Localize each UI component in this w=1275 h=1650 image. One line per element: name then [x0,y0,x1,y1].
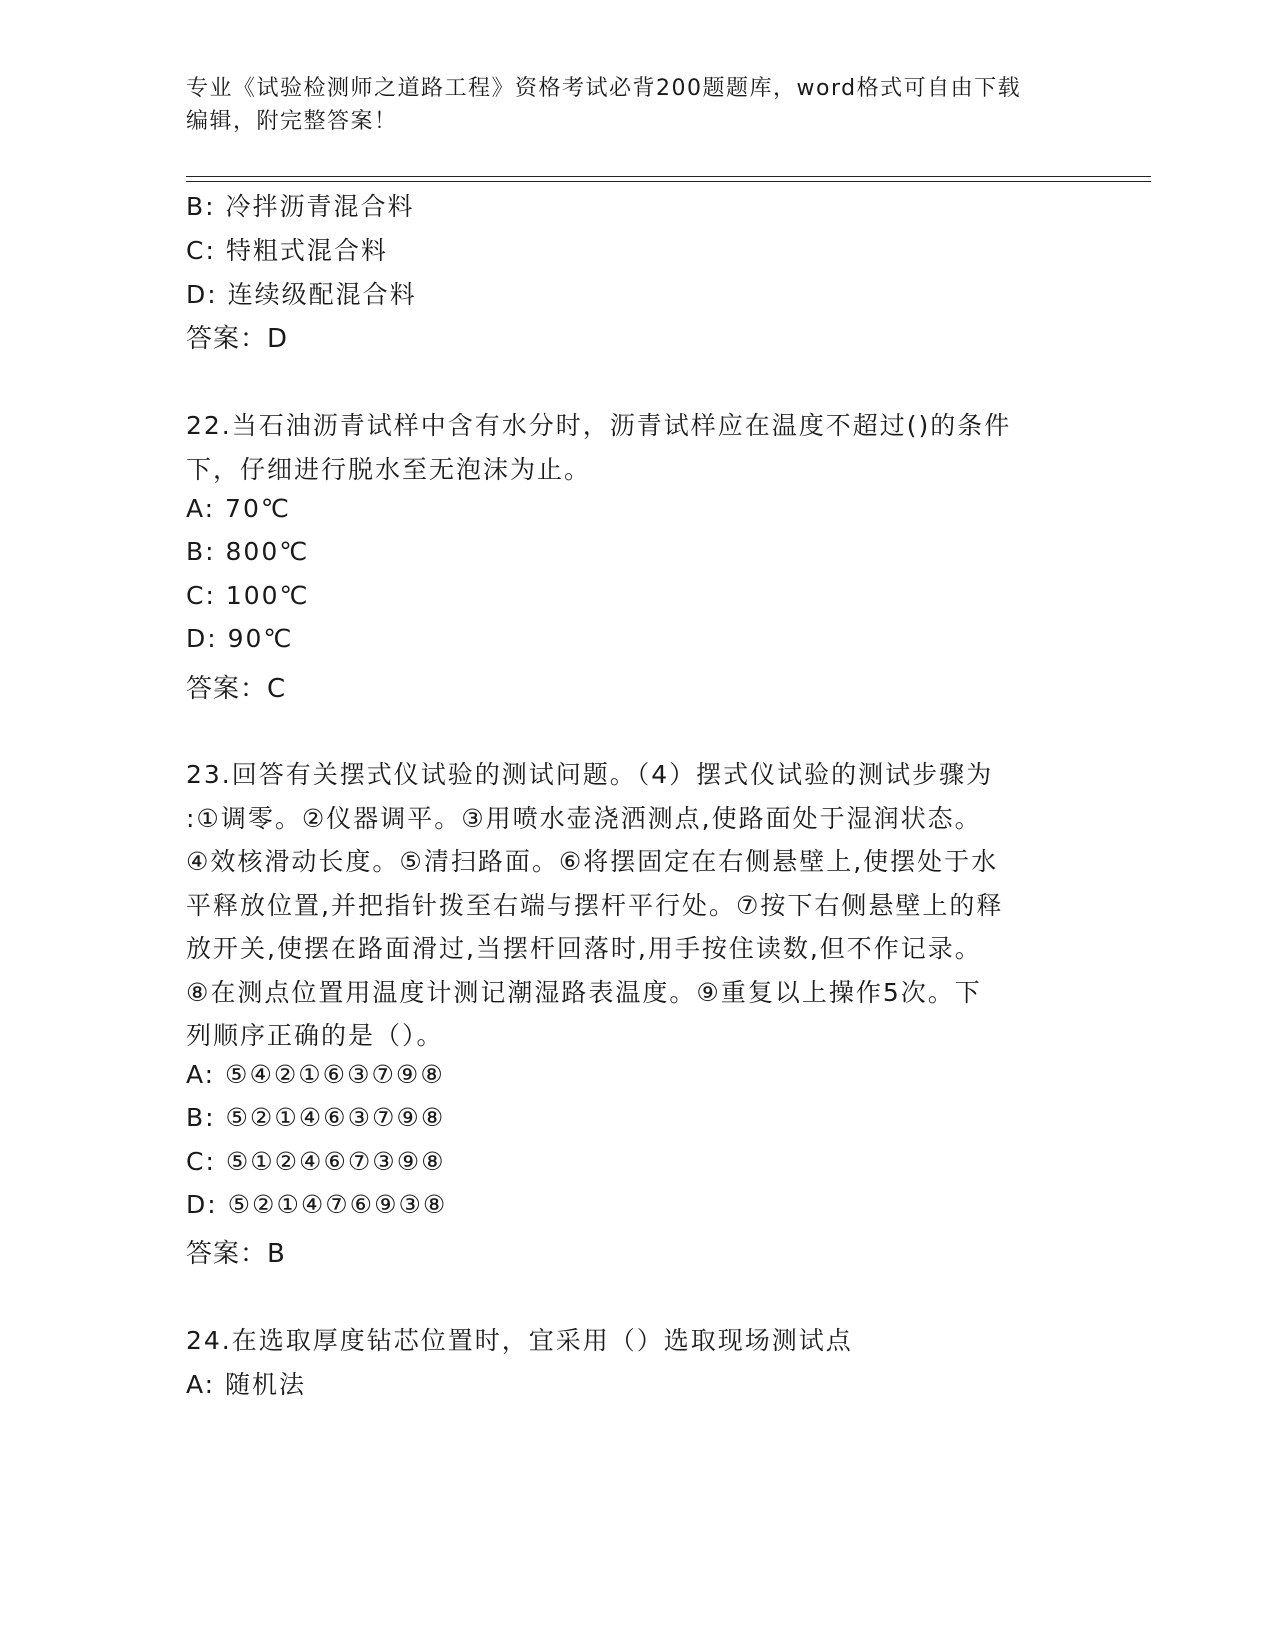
header-line-1: 专业《试验检测师之道路工程》资格考试必背200题题库，word格式可自由下载 [186,76,1022,101]
q24-option-a: A: 随机法 [186,1370,307,1399]
q21-option-d: D: 连续级配混合料 [186,280,417,309]
q22-option-c: C: 100℃ [186,581,310,610]
q21-option-b: B: 冷拌沥青混合料 [186,192,415,221]
q23-option-b: B: ⑤②①④⑥③⑦⑨⑧ [186,1103,446,1132]
q21-answer: 答案：D [186,324,289,354]
q23-answer: 答案：B [186,1239,286,1269]
q22-option-d: D: 90℃ [186,624,294,653]
header-divider-top [186,176,1151,177]
q21-option-c: C: 特粗式混合料 [186,236,388,265]
q23-stem-line-7: 列顺序正确的是（）。 [186,1021,444,1050]
q22-answer: 答案：C [186,674,287,704]
q23-stem-line-3: ④效核滑动长度。⑤清扫路面。⑥将摆固定在右侧悬壁上,使摆处于水 [186,847,999,876]
q22-stem-line-1: 22.当石油沥青试样中含有水分时，沥青试样应在温度不超过()的条件 [186,411,1012,440]
q22-option-b: B: 800℃ [186,537,310,566]
header-divider-bottom [186,181,1151,182]
q23-stem-line-4: 平释放位置,并把指针拨至右端与摆杆平行处。⑦按下右侧悬壁上的释 [186,891,1004,920]
q23-stem-line-5: 放开关,使摆在路面滑过,当摆杆回落时,用手按住读数,但不作记录。 [186,934,982,963]
q23-option-d: D: ⑤②①④⑦⑥⑨③⑧ [186,1190,448,1219]
q23-stem-line-1: 23.回答有关摆式仪试验的测试问题。（4）摆式仪试验的测试步骤为 [186,760,994,789]
q23-option-a: A: ⑤④②①⑥③⑦⑨⑧ [186,1060,445,1089]
q22-option-a: A: 70℃ [186,494,291,523]
q23-stem-line-6: ⑧在测点位置用温度计测记潮湿路表温度。⑨重复以上操作5次。下 [186,978,982,1007]
q23-option-c: C: ⑤①②④⑥⑦③⑨⑧ [186,1147,446,1176]
document-header [186,72,1066,138]
q22-stem-line-2: 下，仔细进行脱水至无泡沫为止。 [186,455,592,484]
q23-stem-line-2: :①调零。②仪器调平。③用喷水壶浇洒测点,使路面处于湿润状态。 [186,804,982,833]
q24-stem-line-1: 24.在选取厚度钻芯位置时，宜采用（）选取现场测试点 [186,1326,853,1355]
header-line-2: 编辑，附完整答案！ [186,109,398,134]
